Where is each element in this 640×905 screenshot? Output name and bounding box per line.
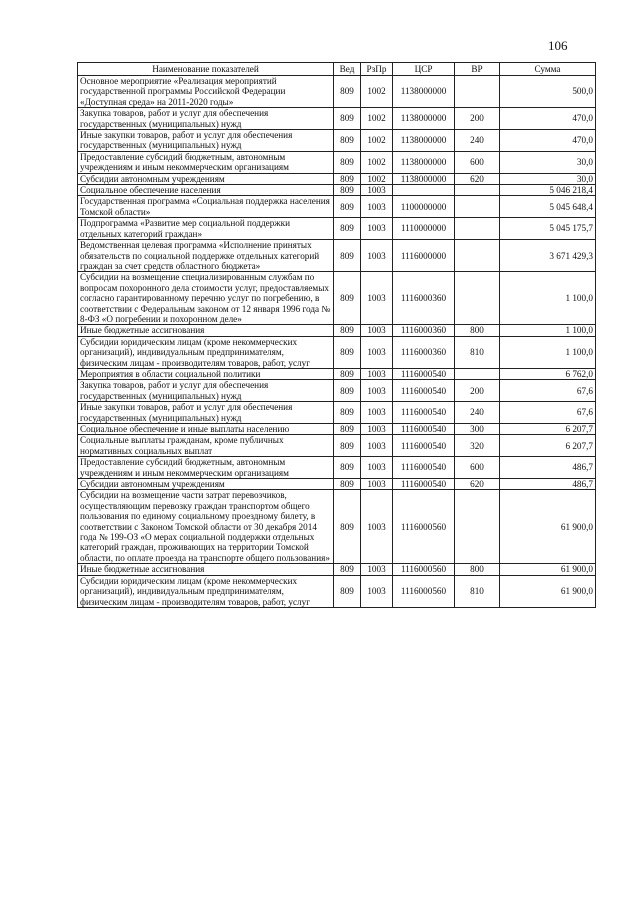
cell-vr: 810 (455, 575, 500, 607)
cell-vr (455, 185, 500, 196)
table-row (78, 240, 596, 272)
table-row (78, 218, 596, 240)
table-row (78, 380, 596, 402)
table-row (78, 402, 596, 424)
cell-vr: 240 (455, 402, 500, 424)
cell-sum: 486,7 (500, 457, 596, 479)
cell-vr: 600 (455, 151, 500, 173)
cell-ved: 809 (334, 76, 361, 108)
cell-vr: 320 (455, 435, 500, 457)
cell-rzpr: 1003 (361, 325, 393, 336)
cell-csr: 1116000560 (393, 490, 455, 564)
cell-name: Иные закупки товаров, работ и услуг для обеспечения государственных (муниципальных) нужд (78, 130, 334, 152)
cell-csr: 1116000540 (393, 402, 455, 424)
cell-vr: 240 (455, 130, 500, 152)
cell-rzpr: 1002 (361, 76, 393, 108)
cell-csr: 1116000360 (393, 325, 455, 336)
table-row (78, 76, 596, 108)
table-row (78, 368, 596, 379)
cell-ved: 809 (334, 457, 361, 479)
cell-sum: 3 671 429,3 (500, 240, 596, 272)
table-row (78, 108, 596, 130)
cell-csr: 1138000000 (393, 151, 455, 173)
cell-sum: 486,7 (500, 479, 596, 490)
cell-ved: 809 (334, 368, 361, 379)
header-ved: Вед (334, 63, 361, 76)
cell-vr: 810 (455, 336, 500, 368)
table-row (78, 435, 596, 457)
cell-sum: 67,6 (500, 402, 596, 424)
table-row (78, 336, 596, 368)
cell-sum: 470,0 (500, 108, 596, 130)
cell-rzpr: 1003 (361, 479, 393, 490)
cell-name: Иные бюджетные ассигнования (78, 564, 334, 575)
table-row (78, 151, 596, 173)
cell-name: Социальные выплаты гражданам, кроме публичных нормативных социальных выплат (78, 435, 334, 457)
cell-csr: 1138000000 (393, 130, 455, 152)
cell-csr: 1116000000 (393, 240, 455, 272)
cell-csr: 1116000540 (393, 479, 455, 490)
cell-name: Социальное обеспечение и иные выплаты населению (78, 424, 334, 435)
table-row (78, 325, 596, 336)
cell-vr (455, 490, 500, 564)
cell-rzpr: 1002 (361, 151, 393, 173)
cell-sum: 1 100,0 (500, 336, 596, 368)
table-row (78, 564, 596, 575)
cell-ved: 809 (334, 435, 361, 457)
cell-name: Социальное обеспечение населения (78, 185, 334, 196)
table-row (78, 424, 596, 435)
table-row (78, 457, 596, 479)
cell-rzpr: 1002 (361, 130, 393, 152)
cell-name: Субсидии юридическим лицам (кроме некоммерческих организаций), индивидуальным предпринимателям, физическим лицам - производителям товаров, работ, услуг (78, 336, 334, 368)
cell-csr: 1138000000 (393, 76, 455, 108)
cell-name: Закупка товаров, работ и услуг для обеспечения государственных (муниципальных) нужд (78, 380, 334, 402)
cell-name: Иные закупки товаров, работ и услуг для обеспечения государственных (муниципальных) нужд (78, 402, 334, 424)
cell-sum: 6 762,0 (500, 368, 596, 379)
page-number: 106 (548, 38, 568, 53)
cell-csr: 1116000360 (393, 336, 455, 368)
table-row (78, 479, 596, 490)
cell-vr: 620 (455, 479, 500, 490)
cell-name: Субсидии на возмещение специализированным службам по вопросам похоронного дела стоимости услуг, предоставляемых согласно гарантированному перечню услуг по погребению, в соответствии с Федеральным законом от 12 января 1996 года № 8-ФЗ «О погребении и похоронном деле» (78, 272, 334, 325)
header-name: Наименование показателей (78, 63, 334, 76)
cell-sum: 67,6 (500, 380, 596, 402)
cell-sum: 6 207,7 (500, 435, 596, 457)
cell-csr: 1116000540 (393, 380, 455, 402)
cell-ved: 809 (334, 173, 361, 184)
cell-ved: 809 (334, 130, 361, 152)
cell-rzpr: 1002 (361, 173, 393, 184)
cell-rzpr: 1003 (361, 272, 393, 325)
cell-sum: 500,0 (500, 76, 596, 108)
cell-name: Субсидии юридическим лицам (кроме некоммерческих организаций), индивидуальным предпринимателям, физическим лицам - производителям товаров, работ, услуг (78, 575, 334, 607)
cell-sum: 30,0 (500, 173, 596, 184)
cell-csr: 1116000360 (393, 272, 455, 325)
cell-ved: 809 (334, 380, 361, 402)
cell-csr: 1110000000 (393, 218, 455, 240)
table-row (78, 490, 596, 564)
cell-ved: 809 (334, 575, 361, 607)
cell-ved: 809 (334, 218, 361, 240)
cell-name: Мероприятия в области социальной политики (78, 368, 334, 379)
cell-sum: 61 900,0 (500, 575, 596, 607)
header-vr: ВР (455, 63, 500, 76)
cell-ved: 809 (334, 424, 361, 435)
cell-vr: 300 (455, 424, 500, 435)
cell-ved: 809 (334, 325, 361, 336)
cell-vr (455, 218, 500, 240)
cell-rzpr: 1003 (361, 240, 393, 272)
cell-vr: 620 (455, 173, 500, 184)
cell-sum: 6 207,7 (500, 424, 596, 435)
cell-rzpr: 1003 (361, 490, 393, 564)
cell-name: Предоставление субсидий бюджетным, автономным учреждениям и иным некоммерческим организациям (78, 457, 334, 479)
cell-sum: 61 900,0 (500, 490, 596, 564)
header-rzpr: РзПр (361, 63, 393, 76)
cell-ved: 809 (334, 151, 361, 173)
cell-vr: 200 (455, 380, 500, 402)
cell-csr: 1138000000 (393, 173, 455, 184)
cell-rzpr: 1003 (361, 368, 393, 379)
cell-rzpr: 1003 (361, 185, 393, 196)
table-row (78, 196, 596, 218)
cell-vr (455, 240, 500, 272)
cell-sum: 61 900,0 (500, 564, 596, 575)
cell-csr: 1100000000 (393, 196, 455, 218)
cell-rzpr: 1003 (361, 336, 393, 368)
header-sum: Сумма (500, 63, 596, 76)
cell-name: Государственная программа «Социальная поддержка населения Томской области» (78, 196, 334, 218)
cell-sum: 5 045 648,4 (500, 196, 596, 218)
cell-name: Основное мероприятие «Реализация мероприятий государственной программы Российской Федерации «Доступная среда» на 2011-2020 годы» (78, 76, 334, 108)
cell-ved: 809 (334, 108, 361, 130)
cell-name: Иные бюджетные ассигнования (78, 325, 334, 336)
cell-name: Субсидии автономным учреждениям (78, 479, 334, 490)
cell-sum: 470,0 (500, 130, 596, 152)
cell-csr: 1116000540 (393, 457, 455, 479)
cell-sum: 1 100,0 (500, 272, 596, 325)
cell-csr: 1116000540 (393, 368, 455, 379)
cell-rzpr: 1003 (361, 380, 393, 402)
cell-vr (455, 272, 500, 325)
cell-sum: 30,0 (500, 151, 596, 173)
cell-rzpr: 1003 (361, 575, 393, 607)
cell-rzpr: 1003 (361, 218, 393, 240)
cell-name: Предоставление субсидий бюджетным, автономным учреждениям и иным некоммерческим организациям (78, 151, 334, 173)
budget-table (77, 62, 596, 608)
cell-csr: 1116000540 (393, 435, 455, 457)
cell-csr (393, 185, 455, 196)
table-row (78, 185, 596, 196)
cell-ved: 809 (334, 479, 361, 490)
table-row (78, 173, 596, 184)
table-row (78, 575, 596, 607)
cell-rzpr: 1003 (361, 435, 393, 457)
cell-name: Подпрограмма «Развитие мер социальной поддержки отдельных категорий граждан» (78, 218, 334, 240)
cell-vr (455, 368, 500, 379)
cell-csr: 1116000560 (393, 564, 455, 575)
cell-ved: 809 (334, 272, 361, 325)
cell-ved: 809 (334, 490, 361, 564)
cell-vr: 200 (455, 108, 500, 130)
cell-name: Закупка товаров, работ и услуг для обеспечения государственных (муниципальных) нужд (78, 108, 334, 130)
cell-ved: 809 (334, 185, 361, 196)
cell-vr: 800 (455, 325, 500, 336)
cell-name: Субсидии на возмещение части затрат перевозчиков, осуществляющим перевозку граждан транспортом общего пользования по единому социальному проездному билету, в соответствии с Законом Томской области от 30 декабря 2014 года № 199-ОЗ «О мерах социальной поддержки отдельных категорий граждан, проживающих на территории Томской области, по оплате проезда на транспорте общего пользования» (78, 490, 334, 564)
table-body (78, 76, 596, 608)
cell-ved: 809 (334, 240, 361, 272)
cell-csr: 1116000540 (393, 424, 455, 435)
cell-csr: 1138000000 (393, 108, 455, 130)
cell-rzpr: 1003 (361, 196, 393, 218)
cell-csr: 1116000560 (393, 575, 455, 607)
cell-rzpr: 1003 (361, 457, 393, 479)
cell-sum: 5 046 218,4 (500, 185, 596, 196)
cell-rzpr: 1003 (361, 424, 393, 435)
cell-ved: 809 (334, 196, 361, 218)
table-row (78, 130, 596, 152)
cell-ved: 809 (334, 402, 361, 424)
cell-name: Субсидии автономным учреждениям (78, 173, 334, 184)
cell-name: Ведомственная целевая программа «Исполнение принятых обязательств по социальной поддержке отдельных категорий граждан за счет средств областного бюджета» (78, 240, 334, 272)
cell-ved: 809 (334, 336, 361, 368)
cell-ved: 809 (334, 564, 361, 575)
table-row (78, 272, 596, 325)
cell-vr: 600 (455, 457, 500, 479)
cell-rzpr: 1003 (361, 402, 393, 424)
table-header-row (78, 63, 596, 76)
cell-rzpr: 1003 (361, 564, 393, 575)
cell-vr (455, 196, 500, 218)
header-csr: ЦСР (393, 63, 455, 76)
cell-sum: 5 045 175,7 (500, 218, 596, 240)
cell-rzpr: 1002 (361, 108, 393, 130)
cell-vr (455, 76, 500, 108)
cell-vr: 800 (455, 564, 500, 575)
cell-sum: 1 100,0 (500, 325, 596, 336)
